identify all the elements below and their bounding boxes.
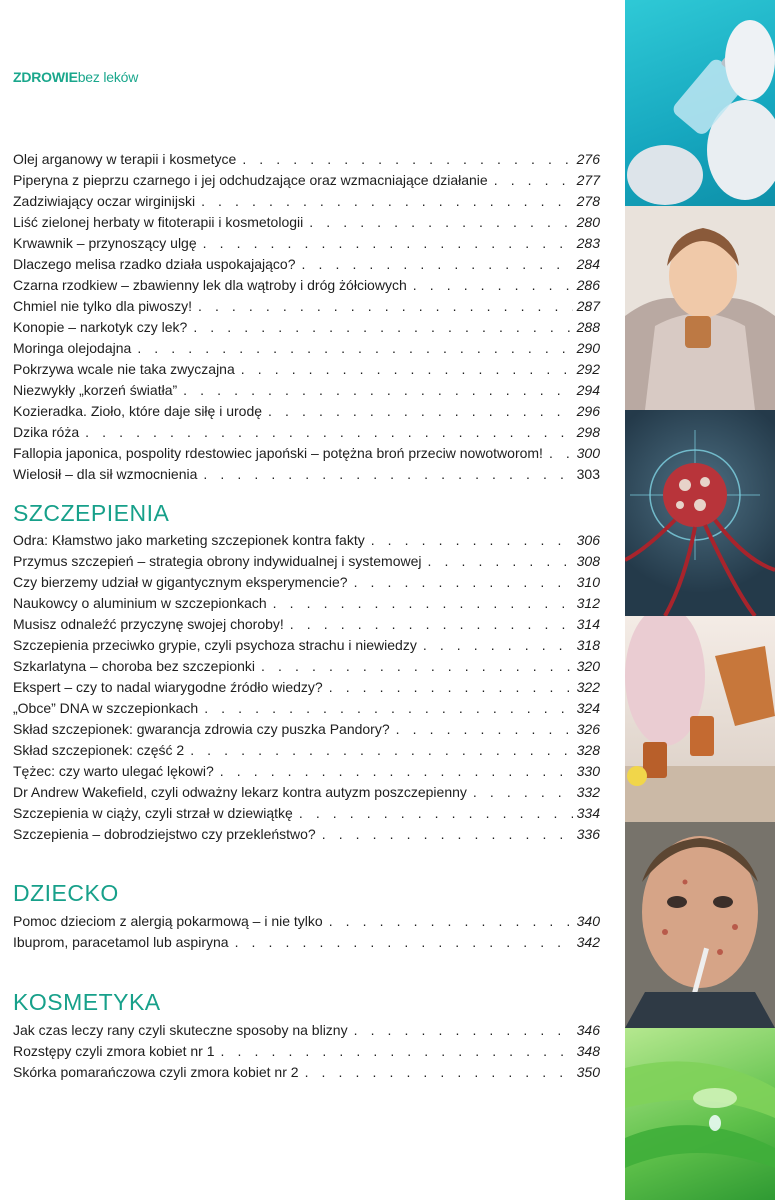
toc-entry bbox=[13, 401, 600, 422]
toc-leader-dots bbox=[221, 1041, 573, 1062]
toc-leader-dots bbox=[329, 677, 573, 698]
sick-boy-photo bbox=[625, 822, 775, 1028]
toc-leader-dots bbox=[428, 551, 573, 572]
toc-entry-title: Pomoc dzieciom z alergią pokarmową – i nie tylko bbox=[13, 913, 323, 929]
toc-leader-dots bbox=[193, 317, 572, 338]
toc-entry-page: 303 bbox=[576, 466, 600, 482]
aloe-photo bbox=[625, 1028, 775, 1200]
toc-entry bbox=[13, 317, 600, 338]
toc-entry-title: Pokrzywa wcale nie taka zwyczajna bbox=[13, 361, 235, 377]
toc-kosmetyka bbox=[13, 1020, 600, 1083]
toc-entry-page: 306 bbox=[576, 532, 600, 548]
toc-entry-title: Niezwykły „korzeń światła” bbox=[13, 382, 178, 398]
toc-entry-title: Fallopia japonica, pospolity rdestowiec japoński – potężna broń przeciw nowotworom! bbox=[13, 445, 543, 461]
toc-leader-dots bbox=[549, 443, 573, 464]
toc-leader-dots bbox=[494, 170, 573, 191]
toc-entry bbox=[13, 635, 600, 656]
toc-entry-page: 324 bbox=[576, 700, 600, 716]
toc-entry bbox=[13, 149, 600, 170]
toc-entry-page: 314 bbox=[576, 616, 600, 632]
toc-entry bbox=[13, 719, 600, 740]
toc-entry bbox=[13, 530, 600, 551]
brand-bold: ZDROWIE bbox=[13, 69, 78, 85]
toc-entry-page: 308 bbox=[576, 553, 600, 569]
toc-entry-title: Olej arganowy w terapii i kosmetyce bbox=[13, 151, 237, 167]
toc-leader-dots bbox=[354, 572, 573, 593]
toc-entry bbox=[13, 296, 600, 317]
toc-entry bbox=[13, 761, 600, 782]
toc-leader-dots bbox=[268, 401, 573, 422]
copper-jug-photo bbox=[625, 616, 775, 822]
toc-leader-dots bbox=[220, 761, 573, 782]
toc-entry bbox=[13, 572, 600, 593]
toc-entry-page: 312 bbox=[576, 595, 600, 611]
toc-entry-page: 318 bbox=[576, 637, 600, 653]
toc-entry bbox=[13, 782, 600, 803]
toc-entry-page: 348 bbox=[576, 1043, 600, 1059]
toc-entry bbox=[13, 422, 600, 443]
toc-entry bbox=[13, 464, 600, 485]
toc-entry bbox=[13, 380, 600, 401]
toc-entry-title: Rozstępy czyli zmora kobiet nr 1 bbox=[13, 1043, 215, 1059]
toc-entry-page: 286 bbox=[576, 277, 600, 293]
toc-entry-page: 296 bbox=[576, 403, 600, 419]
toc-leader-dots bbox=[241, 359, 573, 380]
toc-leader-dots bbox=[242, 149, 572, 170]
toc-entry-page: 342 bbox=[576, 934, 600, 950]
toc-entry-page: 300 bbox=[576, 445, 600, 461]
toc-leader-dots bbox=[290, 614, 573, 635]
toc-entry bbox=[13, 1062, 600, 1083]
vial-photo bbox=[625, 0, 775, 206]
toc-entry bbox=[13, 1041, 600, 1062]
toc-leader-dots bbox=[190, 740, 572, 761]
toc-entry bbox=[13, 614, 600, 635]
photo-strip bbox=[625, 0, 775, 1200]
toc-entry-title: Kozieradka. Zioło, które daje siłę i urodę bbox=[13, 403, 263, 419]
toc-entry-page: 280 bbox=[576, 214, 600, 230]
toc-entry-page: 288 bbox=[576, 319, 600, 335]
toc-entry bbox=[13, 254, 600, 275]
toc-entry bbox=[13, 824, 600, 845]
section-heading-szczepienia: SZCZEPIENIA bbox=[13, 500, 170, 526]
toc-entry-title: Moringa olejodajna bbox=[13, 340, 132, 356]
toc-entry-title: Krwawnik – przynoszący ulgę bbox=[13, 235, 197, 251]
toc-entry-title: Naukowcy o aluminium w szczepionkach bbox=[13, 595, 267, 611]
toc-entry-title: Skórka pomarańczowa czyli zmora kobiet nr 2 bbox=[13, 1064, 299, 1080]
toc-entry-page: 284 bbox=[576, 256, 600, 272]
toc-entry bbox=[13, 803, 600, 824]
toc-entry-page: 278 bbox=[576, 193, 600, 209]
toc-entry-title: Zadziwiający oczar wirginijski bbox=[13, 193, 196, 209]
toc-entry-title: Liść zielonej herbaty w fitoterapii i kosmetologii bbox=[13, 214, 304, 230]
toc-leader-dots bbox=[413, 275, 573, 296]
toc-entry-title: Wielosił – dla sił wzmocnienia bbox=[13, 466, 198, 482]
toc-leader-dots bbox=[203, 233, 573, 254]
toc-entry-title: Szkarlatyna – choroba bez szczepionki bbox=[13, 658, 256, 674]
toc-entry-title: Ibuprom, paracetamol lub aspiryna bbox=[13, 934, 229, 950]
toc-entry-page: 346 bbox=[576, 1022, 600, 1038]
toc-entry-page: 277 bbox=[576, 172, 600, 188]
toc-entry-title: Czy bierzemy udział w gigantycznym eksperymencie? bbox=[13, 574, 348, 590]
toc-entry bbox=[13, 338, 600, 359]
toc-leader-dots bbox=[85, 422, 573, 443]
toc-entry-page: 294 bbox=[576, 382, 600, 398]
toc-entry-page: 350 bbox=[576, 1064, 600, 1080]
toc-entry bbox=[13, 677, 600, 698]
toc-leader-dots bbox=[396, 719, 573, 740]
toc-leader-dots bbox=[371, 530, 573, 551]
toc-leader-dots bbox=[305, 1062, 573, 1083]
toc-entry-title: Szczepienia w ciąży, czyli strzał w dziewiątkę bbox=[13, 805, 293, 821]
toc-entry bbox=[13, 443, 600, 464]
toc-entry-title: Szczepienia – dobrodziejstwo czy przekleństwo? bbox=[13, 826, 316, 842]
toc-szczepienia bbox=[13, 530, 600, 845]
toc-entry-title: Dzika róża bbox=[13, 424, 80, 440]
toc-entry-title: Piperyna z pieprzu czarnego i jej odchudzające oraz wzmacniające działanie bbox=[13, 172, 488, 188]
toc-entry-page: 328 bbox=[576, 742, 600, 758]
toc-entry-page: 298 bbox=[576, 424, 600, 440]
toc-herbs bbox=[13, 149, 600, 485]
toc-leader-dots bbox=[423, 635, 573, 656]
section-heading-kosmetyka: KOSMETYKA bbox=[13, 989, 161, 1015]
toc-entry-page: 330 bbox=[576, 763, 600, 779]
toc-entry-page: 320 bbox=[576, 658, 600, 674]
toc-entry bbox=[13, 233, 600, 254]
toc-leader-dots bbox=[309, 212, 572, 233]
brand-header bbox=[13, 69, 138, 85]
toc-leader-dots bbox=[299, 803, 573, 824]
toc-entry bbox=[13, 656, 600, 677]
toc-entry-page: 334 bbox=[576, 805, 600, 821]
toc-entry-page: 276 bbox=[576, 151, 600, 167]
toc-entry-page: 332 bbox=[576, 784, 600, 800]
toc-entry bbox=[13, 170, 600, 191]
toc-leader-dots bbox=[201, 191, 573, 212]
toc-entry bbox=[13, 911, 600, 932]
toc-entry-title: Dr Andrew Wakefield, czyli odważny lekarz kontra autyzm poszczepienny bbox=[13, 784, 467, 800]
toc-leader-dots bbox=[302, 254, 573, 275]
toc-leader-dots bbox=[273, 593, 573, 614]
toc-entry-page: 322 bbox=[576, 679, 600, 695]
toc-entry-page: 310 bbox=[576, 574, 600, 590]
toc-entry bbox=[13, 932, 600, 953]
toc-entry bbox=[13, 593, 600, 614]
toc-entry-page: 290 bbox=[576, 340, 600, 356]
toc-leader-dots bbox=[329, 911, 573, 932]
toc-entry-page: 336 bbox=[576, 826, 600, 842]
section-heading-dziecko: DZIECKO bbox=[13, 880, 119, 906]
toc-entry-title: Czarna rzodkiew – zbawienny lek dla wątroby i dróg żółciowych bbox=[13, 277, 407, 293]
toc-leader-dots bbox=[183, 380, 572, 401]
toc-leader-dots bbox=[203, 464, 572, 485]
toc-entry-page: 283 bbox=[576, 235, 600, 251]
toc-leader-dots bbox=[198, 296, 573, 317]
toc-entry bbox=[13, 275, 600, 296]
toc-leader-dots bbox=[235, 932, 573, 953]
toc-leader-dots bbox=[322, 824, 573, 845]
toc-entry-title: Chmiel nie tylko dla piwoszy! bbox=[13, 298, 192, 314]
toc-entry bbox=[13, 698, 600, 719]
toc-entry bbox=[13, 212, 600, 233]
toc-leader-dots bbox=[137, 338, 572, 359]
toc-entry-title: Skład szczepionek: część 2 bbox=[13, 742, 185, 758]
toc-entry-title: Przymus szczepień – strategia obrony indywidualnej i systemowej bbox=[13, 553, 422, 569]
toc-entry-title: Konopie – narkotyk czy lek? bbox=[13, 319, 188, 335]
toc-entry bbox=[13, 1020, 600, 1041]
toc-entry-title: Odra: Kłamstwo jako marketing szczepionek kontra fakty bbox=[13, 532, 365, 548]
toc-entry-page: 326 bbox=[576, 721, 600, 737]
toc-entry-page: 287 bbox=[576, 298, 600, 314]
toc-entry-page: 340 bbox=[576, 913, 600, 929]
toc-entry-title: Tężec: czy warto ulegać lękowi? bbox=[13, 763, 214, 779]
cell-illustration-photo bbox=[625, 410, 775, 616]
toc-entry-title: Szczepienia przeciwko grypie, czyli psychoza strachu i niewiedzy bbox=[13, 637, 417, 653]
toc-entry bbox=[13, 740, 600, 761]
toc-entry-title: „Obce” DNA w szczepionkach bbox=[13, 700, 199, 716]
toc-entry-page: 292 bbox=[576, 361, 600, 377]
toc-leader-dots bbox=[261, 656, 573, 677]
toc-leader-dots bbox=[204, 698, 572, 719]
toc-entry-title: Dlaczego melisa rzadko działa uspokajająco? bbox=[13, 256, 296, 272]
toc-entry-title: Musisz odnaleźć przyczynę swojej choroby! bbox=[13, 616, 284, 632]
toc-entry bbox=[13, 551, 600, 572]
toc-entry-title: Ekspert – czy to nadal wiarygodne źródło wiedzy? bbox=[13, 679, 323, 695]
child-with-tea-photo bbox=[625, 206, 775, 410]
toc-dziecko bbox=[13, 911, 600, 953]
toc-entry-title: Skład szczepionek: gwarancja zdrowia czy puszka Pandory? bbox=[13, 721, 390, 737]
toc-leader-dots bbox=[354, 1020, 573, 1041]
toc-entry bbox=[13, 191, 600, 212]
toc-entry bbox=[13, 359, 600, 380]
brand-light: bez leków bbox=[77, 69, 139, 85]
toc-leader-dots bbox=[473, 782, 573, 803]
toc-entry-title: Jak czas leczy rany czyli skuteczne sposoby na blizny bbox=[13, 1022, 348, 1038]
